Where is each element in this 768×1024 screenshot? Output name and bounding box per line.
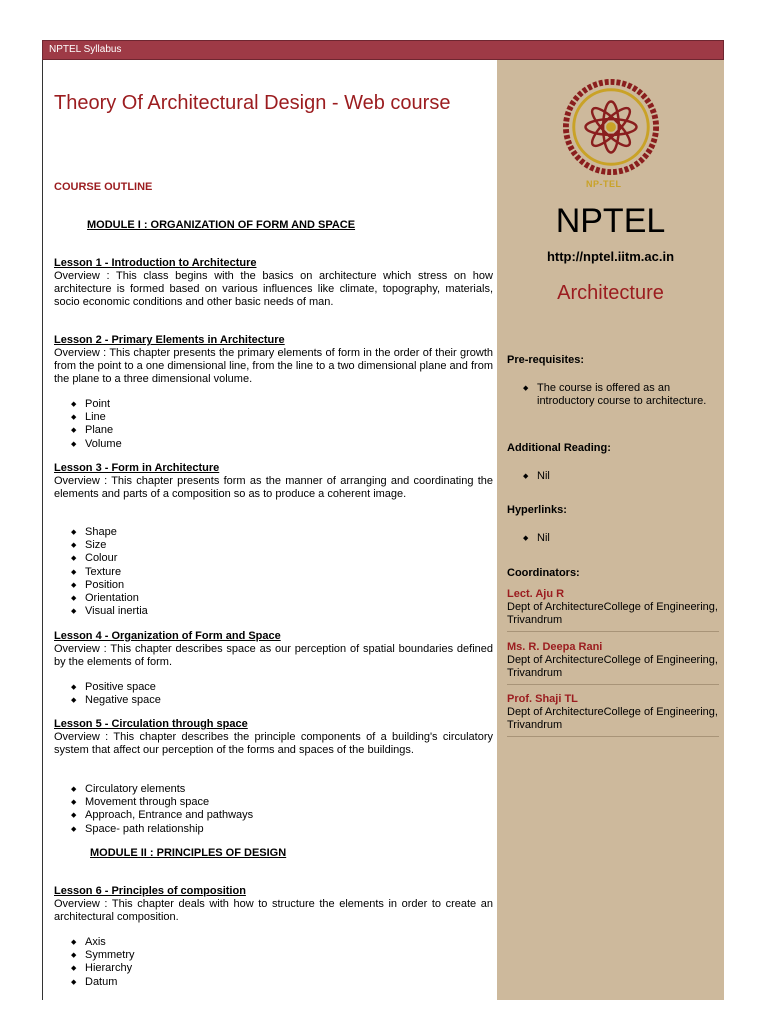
lesson-title: Lesson 1 - Introduction to Architecture [54,257,257,269]
lesson-block [54,718,493,757]
module-heading: MODULE I : ORGANIZATION OF FORM AND SPACE [87,219,356,231]
nptel-url-link[interactable]: http://nptel.iitm.ac.in [546,249,675,264]
lesson-points [71,398,122,451]
list-item: ◆ Colour [71,552,148,565]
list-item: ◆ Position [71,579,148,592]
prereq-list [523,382,713,408]
lesson-block [54,630,493,669]
coordinator-name: Ms. R. Deepa Rani [507,641,603,653]
list-item: ◆ Space- path relationship [71,823,253,836]
coordinator-entry [507,693,719,737]
lesson-title: Lesson 6 - Principles of composition [54,885,246,897]
list-item: ◆ Texture [71,566,148,579]
lesson-overview: Overview : This chapter describes the principle components of a building's circulatory system that affect our perception of the forms and spaces of the buildings. [54,731,493,756]
list-item: ◆ Point [71,398,122,411]
sidebar [497,60,724,1000]
list-item: ◆ Negative space [71,694,161,707]
nptel-logo-icon [562,78,660,176]
coordinator-name: Lect. Aju R [507,588,565,600]
lesson-title: Lesson 3 - Form in Architecture [54,462,220,474]
coordinators-heading: Coordinators: [507,567,580,579]
prereq-heading: Pre-requisites: [507,354,585,366]
lesson-points [71,526,148,618]
lesson-overview: Overview : This chapter presents the primary elements of form in the order of their growth from the point to a one dimensional line, from the line to a two dimensional plane and from the plane to a three dimensional volume. [54,347,493,385]
lesson-points [71,936,135,989]
list-item: ◆ Size [71,539,148,552]
list-item: ◆ Orientation [71,592,148,605]
brand-name: NPTEL [555,202,666,240]
coordinator-affiliation: Dept of ArchitectureCollege of Engineering, Trivandrum [507,601,718,626]
reading-list [523,470,713,483]
list-item: ◆ Plane [71,424,122,437]
coordinator-affiliation: Dept of ArchitectureCollege of Engineering, Trivandrum [507,706,718,731]
course-outline-heading: COURSE OUTLINE [54,181,153,193]
reading-heading: Additional Reading: [507,442,611,454]
coordinator-affiliation: Dept of ArchitectureCollege of Engineering, Trivandrum [507,654,718,679]
list-item: ◆ Shape [71,526,148,539]
list-item: ◆ Visual inertia [71,605,148,618]
subject-title: Architecture [557,282,664,304]
page-title: Theory Of Architectural Design - Web course [54,92,451,114]
list-item: ◆ Nil [523,532,713,545]
lesson-title: Lesson 2 - Primary Elements in Architecture [54,334,285,346]
lesson-overview: Overview : This chapter deals with how to structure the elements in order to create an architectural composition. [54,898,493,923]
list-item: ◆ Hierarchy [71,962,135,975]
list-item: ◆ Positive space [71,681,161,694]
lesson-block [54,257,493,309]
hyperlinks-list [523,532,713,545]
lesson-block [54,334,493,386]
lesson-block [54,885,493,924]
list-item: ◆ Nil [523,470,713,483]
list-item: ◆ Movement through space [71,796,253,809]
logo-caption: NP-TEL [586,179,622,189]
lesson-block [54,462,493,501]
lesson-title: Lesson 5 - Circulation through space [54,718,248,730]
lesson-overview: Overview : This class begins with the basics on architecture which stress on how architecture is formed based on various influences like climate, topography, materials, socio economic conditions and other basic needs of man. [54,270,493,308]
list-item: ◆ Volume [71,438,122,451]
coordinator-name: Prof. Shaji TL [507,693,578,705]
module-heading: MODULE II : PRINCIPLES OF DESIGN [90,847,287,859]
list-item: ◆ Approach, Entrance and pathways [71,809,253,822]
list-item: ◆ The course is offered as an introductory course to architecture. [523,382,713,408]
coordinator-entry [507,588,719,632]
lesson-points [71,783,253,836]
list-item: ◆ Datum [71,976,135,989]
list-item: ◆ Symmetry [71,949,135,962]
header-bar [42,40,724,60]
coordinator-entry [507,641,719,685]
hyperlinks-heading: Hyperlinks: [507,504,567,516]
lesson-title: Lesson 4 - Organization of Form and Space [54,630,281,642]
lesson-overview: Overview : This chapter describes space as our perception of spatial boundaries defined by the elements of form. [54,643,493,668]
header-label: NPTEL Syllabus [49,44,122,55]
list-item: ◆ Line [71,411,122,424]
lesson-points [71,681,161,707]
list-item: ◆ Circulatory elements [71,783,253,796]
lesson-overview: Overview : This chapter presents form as the manner of arranging and coordinating the elements and parts of a composition so as to produce a coherent image. [54,475,493,500]
list-item: ◆ Axis [71,936,135,949]
